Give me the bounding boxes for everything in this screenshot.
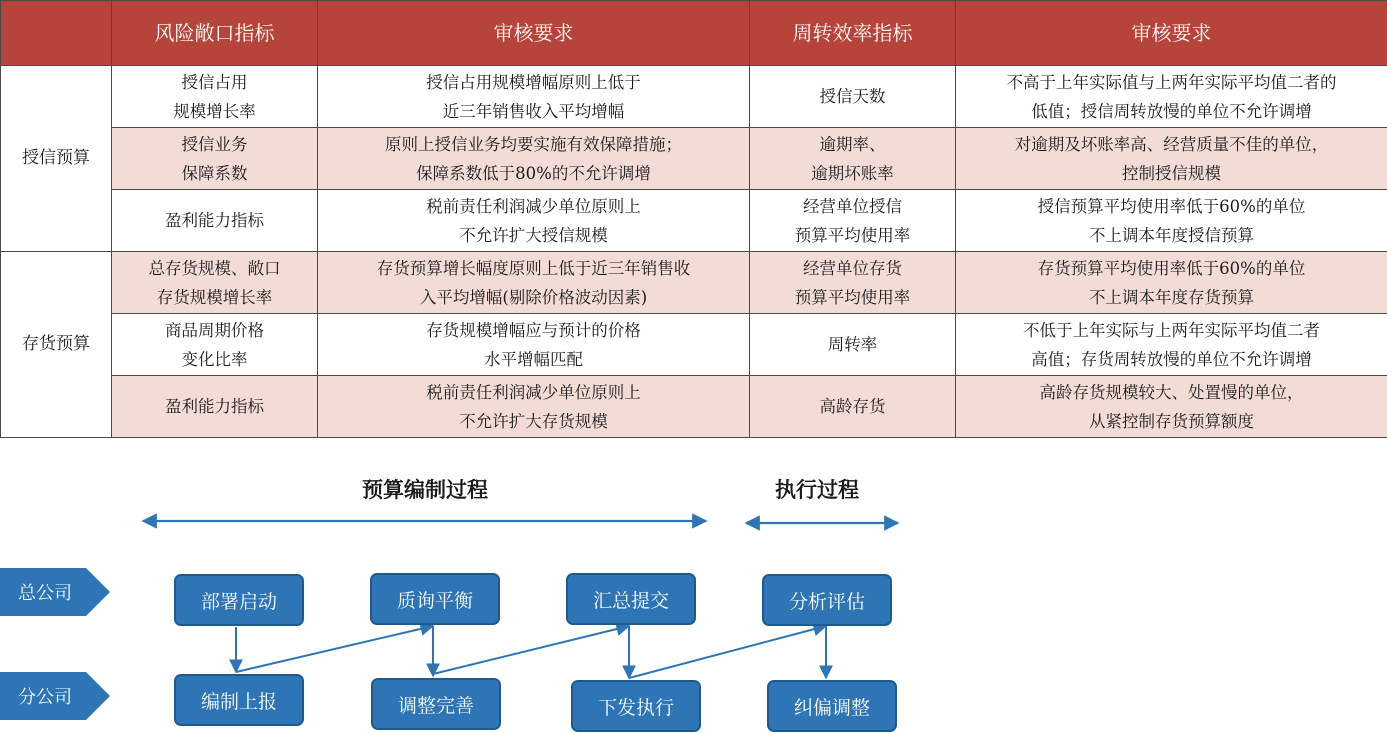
- table-row: [1, 128, 1387, 190]
- group-credit-budget: 授信预算: [1, 66, 112, 252]
- table-header-row: [1, 1, 1387, 66]
- efficiency-requirement-cell: 对逾期及坏账率高、经营质量不佳的单位， 控制授信规模: [956, 128, 1387, 190]
- step-analysis-evaluation: 分析评估: [762, 574, 892, 626]
- efficiency-requirement-cell: 高龄存货规模较大、处置慢的单位， 从紧控制存货预算额度: [956, 376, 1387, 438]
- phase-label-execution: 执行过程: [775, 478, 859, 502]
- header-efficiency-indicator: 周转效率指标: [750, 1, 956, 66]
- risk-indicator-cell: 商品周期价格 变化比率: [112, 314, 318, 376]
- table-row: [1, 66, 1387, 128]
- phase-label-preparation: 预算编制过程: [362, 478, 488, 502]
- role-tag-head-office: [0, 568, 110, 616]
- efficiency-indicator-cell: 逾期率、 逾期坏账率: [750, 128, 956, 190]
- risk-requirement-cell: 存货预算增长幅度原则上低于近三年销售收 入平均增幅(剔除价格波动因素): [318, 252, 750, 314]
- efficiency-requirement-cell: 不高于上年实际值与上两年实际平均值二者的 低值；授信周转放慢的单位不允许调增: [956, 66, 1387, 128]
- connector-issue-to-analyze: [629, 626, 826, 678]
- efficiency-indicator-cell: 经营单位授信 预算平均使用率: [750, 190, 956, 252]
- step-correct-adjust: 纠偏调整: [767, 680, 897, 732]
- table-row: [1, 376, 1387, 438]
- header-risk-requirement: 审核要求: [318, 1, 750, 66]
- efficiency-indicator-cell: 经营单位存货 预算平均使用率: [750, 252, 956, 314]
- connector-prepare-to-inquire: [236, 626, 433, 672]
- risk-indicator-cell: 授信业务 保障系数: [112, 128, 318, 190]
- risk-indicator-cell: 盈利能力指标: [112, 376, 318, 438]
- risk-indicator-cell: 总存货规模、敞口 存货规模增长率: [112, 252, 318, 314]
- risk-requirement-cell: 税前责任利润减少单位原则上 不允许扩大存货规模: [318, 376, 750, 438]
- risk-requirement-cell: 税前责任利润减少单位原则上 不允许扩大授信规模: [318, 190, 750, 252]
- efficiency-indicator-cell: 高龄存货: [750, 376, 956, 438]
- role-label: 分公司: [18, 687, 72, 708]
- step-summary-submit: 汇总提交: [566, 573, 696, 625]
- risk-indicator-cell: 盈利能力指标: [112, 190, 318, 252]
- role-tag-branch: [0, 672, 110, 720]
- risk-requirement-cell: 原则上授信业务均要实施有效保障措施； 保障系数低于80%的不允许调增: [318, 128, 750, 190]
- step-prepare-report: 编制上报: [174, 674, 304, 726]
- header-efficiency-requirement: 审核要求: [956, 1, 1387, 66]
- efficiency-indicator-cell: 授信天数: [750, 66, 956, 128]
- efficiency-indicator-cell: 周转率: [750, 314, 956, 376]
- budget-process-diagram: [0, 446, 1387, 734]
- header-risk-indicator: 风险敞口指标: [112, 1, 318, 66]
- risk-requirement-cell: 授信占用规模增幅原则上低于 近三年销售收入平均增幅: [318, 66, 750, 128]
- efficiency-requirement-cell: 授信预算平均使用率低于60%的单位 不上调本年度授信预算: [956, 190, 1387, 252]
- risk-requirement-cell: 存货规模增幅应与预计的价格 水平增幅匹配: [318, 314, 750, 376]
- table-row: [1, 190, 1387, 252]
- step-adjust-improve: 调整完善: [371, 678, 501, 730]
- efficiency-requirement-cell: 不低于上年实际与上两年实际平均值二者 高值；存货周转放慢的单位不允许调增: [956, 314, 1387, 376]
- table-row: [1, 314, 1387, 376]
- connector-adjust-to-submit: [433, 626, 629, 674]
- header-blank: [1, 1, 112, 66]
- group-inventory-budget: 存货预算: [1, 252, 112, 438]
- step-deploy-start: 部署启动: [174, 574, 304, 626]
- efficiency-requirement-cell: 存货预算平均使用率低于60%的单位 不上调本年度存货预算: [956, 252, 1387, 314]
- step-issue-execute: 下发执行: [571, 680, 701, 732]
- risk-indicator-cell: 授信占用 规模增长率: [112, 66, 318, 128]
- step-inquiry-balance: 质询平衡: [370, 573, 500, 625]
- table-row: [1, 252, 1387, 314]
- role-label: 总公司: [18, 583, 72, 604]
